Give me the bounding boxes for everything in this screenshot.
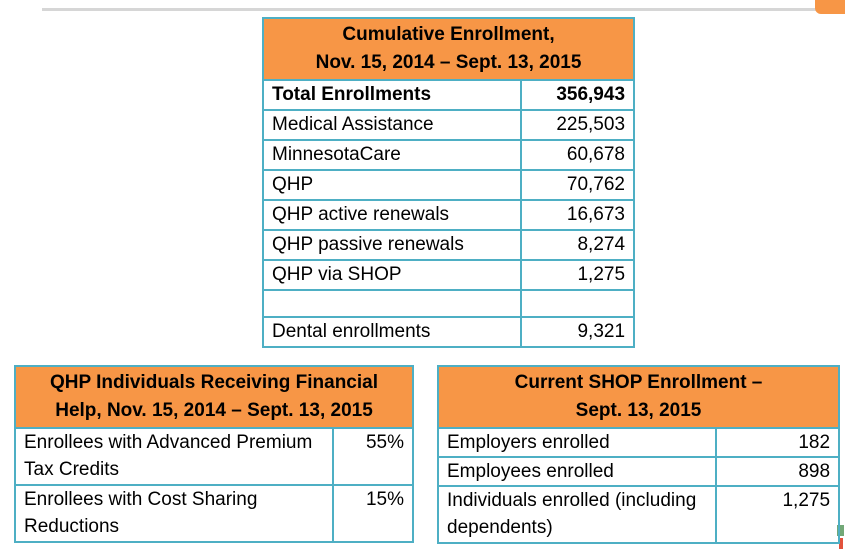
- shop-table-title: [438, 366, 839, 428]
- row-label: Medical Assistance: [263, 110, 521, 140]
- financial-help-header-row: [15, 366, 413, 428]
- row-value: 16,673: [521, 200, 634, 230]
- financial-help-title-line2: Help, Nov. 15, 2014 – Sept. 13, 2015: [55, 400, 373, 421]
- table-row: [263, 80, 634, 110]
- row-value: 70,762: [521, 170, 634, 200]
- row-value: 8,274: [521, 230, 634, 260]
- table-row-blank: [263, 290, 634, 317]
- table-row: [263, 140, 634, 170]
- row-label: QHP active renewals: [263, 200, 521, 230]
- row-value: 898: [716, 457, 839, 486]
- row-label: Employees enrolled: [438, 457, 716, 486]
- row-value: 182: [716, 428, 839, 457]
- row-value: 60,678: [521, 140, 634, 170]
- row-label: Total Enrollments: [263, 80, 521, 110]
- cumulative-table-title: [263, 18, 634, 80]
- row-value: 1,275: [521, 260, 634, 290]
- row-label: QHP via SHOP: [263, 260, 521, 290]
- row-value: 356,943: [521, 80, 634, 110]
- row-value: 1,275: [716, 486, 839, 543]
- financial-help-title-line1: QHP Individuals Receiving Financial: [49, 372, 379, 393]
- cumulative-enrollment-table: [262, 17, 635, 348]
- table-row: [263, 200, 634, 230]
- row-value: 225,503: [521, 110, 634, 140]
- row-value: 15%: [333, 485, 413, 542]
- row-label: Enrollees with Advanced Premium Tax Credits: [15, 428, 333, 485]
- shop-header-row: [438, 366, 839, 428]
- table-row: [263, 260, 634, 290]
- row-label: MinnesotaCare: [263, 140, 521, 170]
- row-value: 9,321: [521, 317, 634, 347]
- cumulative-title-line2: Nov. 15, 2014 – Sept. 13, 2015: [315, 52, 582, 73]
- financial-help-table: [14, 365, 414, 543]
- row-label: QHP: [263, 170, 521, 200]
- row-label: [263, 290, 521, 317]
- table-row: [263, 170, 634, 200]
- row-label: Employers enrolled: [438, 428, 716, 457]
- shop-enrollment-table: [437, 365, 840, 544]
- row-label: Enrollees with Cost Sharing Reductions: [15, 485, 333, 542]
- row-label: Individuals enrolled (including dependents): [438, 486, 716, 543]
- table-row: [438, 428, 839, 457]
- table-row: [15, 428, 413, 485]
- table-row: [263, 317, 634, 347]
- table-row: [263, 230, 634, 260]
- table-row: [15, 485, 413, 542]
- corner-tab-decoration: [815, 0, 845, 14]
- cumulative-table-header-row: [263, 18, 634, 80]
- row-value: 55%: [333, 428, 413, 485]
- cumulative-title-line1: Cumulative Enrollment,: [342, 24, 555, 45]
- table-row: [438, 486, 839, 543]
- shop-title-line2: Sept. 13, 2015: [575, 400, 702, 421]
- top-divider-line: [42, 8, 827, 11]
- table-row: [263, 110, 634, 140]
- table-row: [438, 457, 839, 486]
- financial-help-title: [15, 366, 413, 428]
- shop-title-line1: Current SHOP Enrollment –: [514, 372, 763, 393]
- row-value: [521, 290, 634, 317]
- row-label: Dental enrollments: [263, 317, 521, 347]
- row-label: QHP passive renewals: [263, 230, 521, 260]
